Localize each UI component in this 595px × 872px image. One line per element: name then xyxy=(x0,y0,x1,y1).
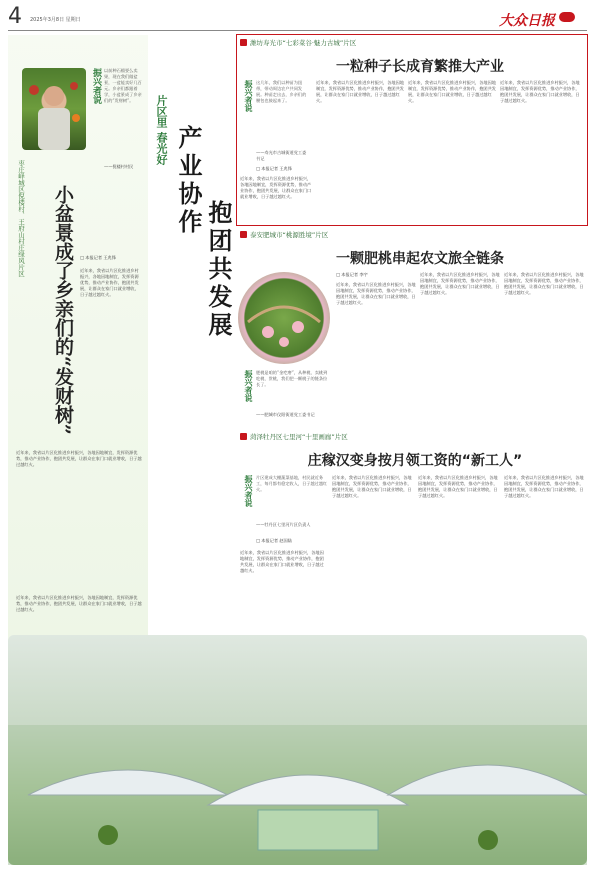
left-quote-label: 振兴者说 xyxy=(91,68,101,104)
left-body-2: 近年来，我省以片区化推进乡村振兴，各地因地制宜，发挥资源优势，推动产业协作，抱团共发展，让群众在家门口就业增收，日子越过越红火。 xyxy=(16,450,142,467)
section2-byline: □ 本报记者 李宇 xyxy=(336,272,368,277)
section3-byline: □ 本报记者 赵国陆 xyxy=(256,538,292,543)
header-rule xyxy=(8,30,587,31)
left-byline: □ 本报记者 王兆锋 xyxy=(80,255,116,260)
section2-body-2: 近年来，我省以片区化推进乡村振兴，各地因地制宜，发挥资源优势，推动产业协作，抱团共发展，让群众在家门口就业增收，日子越过越红火。 xyxy=(420,272,500,295)
section3-body-1: 近年来，我省以片区化推进乡村振兴，各地因地制宜，发挥资源优势，推动产业协作，抱团共发展，让群众在家门口就业增收，日子越过越红火。 xyxy=(240,550,324,573)
section3-quote-attrib: ——牡丹区七里河片区负责人 xyxy=(256,522,311,527)
section1-headline: 一粒种子长成育繁推大产业 xyxy=(336,59,504,75)
section1-tag-row xyxy=(240,38,356,47)
section1-body-2: 近年来，我省以片区化推进乡村振兴，各地因地制宜，发挥资源优势，推动产业协作，抱团共发展，让群众在家门口就业增收，日子越过越红火。 xyxy=(316,80,404,103)
page-number: 4 xyxy=(8,4,22,29)
section2-tag: 泰安肥城市“桃源胜境”片区 xyxy=(250,231,329,239)
section2-headline: 一颗肥桃串起农文旅全链条 xyxy=(336,251,504,267)
section1-byline: □ 本报记者 王兆锋 xyxy=(256,166,292,171)
peach-orchard-photo xyxy=(238,272,330,364)
brand-logo-icon xyxy=(559,12,575,22)
section3-body-2: 近年来，我省以片区化推进乡村振兴，各地因地制宜，发挥资源优势，推动产业协作，抱团共发展，让群众在家门口就业增收，日子越过越红火。 xyxy=(332,475,412,498)
section3-quote-label: 振兴者说 xyxy=(244,475,253,507)
section2-tag-row xyxy=(240,230,328,239)
orchard-icon xyxy=(238,272,330,364)
greenhouse-photo xyxy=(8,635,587,865)
section2-body-1: 近年来，我省以片区化推进乡村振兴，各地因地制宜，发挥资源优势，推动产业协作，抱团共发展，让群众在家门口就业增收，日子越过越红火。 xyxy=(336,282,416,305)
section1-body-1: 近年来，我省以片区化推进乡村振兴，各地因地制宜，发挥资源优势，推动产业协作，抱团共发展，让群众在家门口就业增收，日子越过越红火。 xyxy=(240,176,312,199)
left-body-1: 近年来，我省以片区化推进乡村振兴，各地因地制宜，发挥资源优势，推动产业协作，抱团共发展，让群众在家门口就业增收，日子越过越红火。 xyxy=(80,268,139,297)
left-region-tag: 枣庄峄城区倪楼村、王府山村庄绿风片区 xyxy=(17,160,25,277)
banner-line1: 产业协作 xyxy=(174,125,203,237)
red-flag-icon xyxy=(240,231,247,238)
section2-quote-text: 肥桃是咱的“金疙瘩”，从种桃、卖桃到吃桃、赏桃，我们把一颗桃子的链条拉长了。 xyxy=(256,370,328,387)
date-line: 2025年3月8日 星期日 xyxy=(30,17,81,23)
section2-body-3: 近年来，我省以片区化推进乡村振兴，各地因地制宜，发挥资源优势，推动产业协作，抱团共发展，让群众在家门口就业增收，日子越过越红火。 xyxy=(504,272,584,295)
section3-tag: 菏泽牡丹区七里河“十里画廊”片区 xyxy=(250,433,348,441)
left-quote-box xyxy=(90,68,142,178)
left-quote-text: 以前种石榴要么卖果，现在我们做盆景，一盆能卖好几百元。乡亲们都跟着学，小盆景成了乡亲们的“发财树”。 xyxy=(104,68,142,103)
banner-slogan: 片区里 春光好 xyxy=(155,95,168,165)
left-quote-attrib: ——倪楼村村民 xyxy=(104,164,134,169)
section3-headline: 庄稼汉变身按月领工资的“新工人” xyxy=(307,453,523,469)
section2-quote-label: 振兴者说 xyxy=(244,370,253,402)
section3-body-3: 近年来，我省以片区化推进乡村振兴，各地因地制宜，发挥资源优势，推动产业协作，抱团共发展，让群众在家门口就业增收，日子越过越红火。 xyxy=(418,475,498,498)
red-flag-icon xyxy=(240,39,247,46)
section3-tag-row xyxy=(240,432,348,441)
left-body-3: 近年来，我省以片区化推进乡村振兴，各地因地制宜，发挥资源优势，推动产业协作，抱团共发展，让群众在家门口就业增收，日子越过越红火。 xyxy=(16,595,142,612)
section3-body-4: 近年来，我省以片区化推进乡村振兴，各地因地制宜，发挥资源优势，推动产业协作，抱团共发展，让群众在家门口就业增收，日子越过越红火。 xyxy=(504,475,584,498)
section1-body-3: 近年来，我省以片区化推进乡村振兴，各地因地制宜，发挥资源优势，推动产业协作，抱团共发展，让群众在家门口就业增收，日子越过越红火。 xyxy=(408,80,496,103)
section1-body-4: 近年来，我省以片区化推进乡村振兴，各地因地制宜，发挥资源优势，推动产业协作，抱团共发展，让群众在家门口就业增收，日子越过越红火。 xyxy=(500,80,580,103)
section2-quote-attrib: ——肥城市仪阳街道党工委书记 xyxy=(256,412,315,417)
brand-name: 大众日报 xyxy=(499,13,555,29)
banner-line2: 抱团共发展 xyxy=(204,200,233,340)
section1-quote-attrib: ——寿光市古城街道党工委书记 xyxy=(256,150,307,161)
greenhouse-rows-icon xyxy=(8,635,587,865)
section1-quote-text: 这几年，我们以种苗为纽带，带动周边农户共同发展。种苗走出去，乡亲们的腰包也鼓起来了。 xyxy=(256,80,307,103)
farmer-photo xyxy=(22,68,86,150)
left-headline: 小盆景成了乡亲们的“发财树” xyxy=(52,185,74,435)
red-flag-icon xyxy=(240,433,247,440)
section1-quote-label: 振兴者说 xyxy=(244,80,253,112)
section1-tag: 潍坊寿光市“七彩菜谷·魅力古城”片区 xyxy=(250,39,357,47)
section3-quote-text: 片区建成大棚蔬菜基地，村民就近务工，每月都有稳定收入，日子越过越红火。 xyxy=(256,475,328,492)
farmer-figure-icon xyxy=(22,68,86,150)
